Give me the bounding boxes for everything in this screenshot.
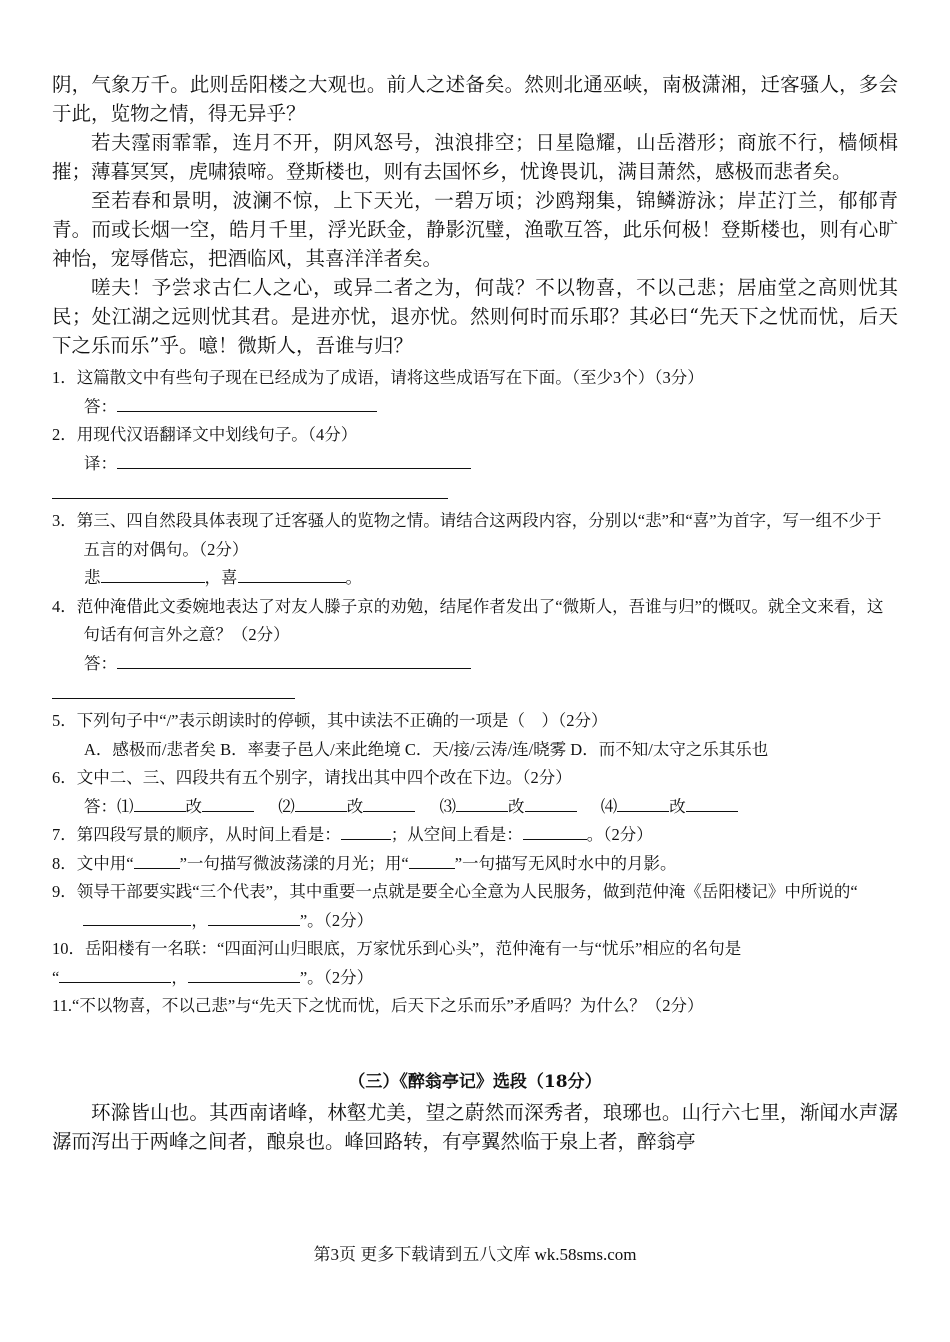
answer-label: 译： — [84, 453, 117, 473]
question-text: ， — [191, 910, 208, 930]
answer-line-4 — [52, 650, 898, 679]
comma: ， — [171, 967, 188, 987]
question-11: 11.“不以物喜，不以己悲”与“先天下之忧而忧，后天下之乐而乐”矛盾吗？为什么？（2分） — [52, 996, 704, 1015]
question-9 — [52, 878, 898, 935]
question-text: ；从空间上看是： — [390, 825, 523, 844]
answer-label: 答： — [84, 796, 117, 816]
question-5-options: A．感极而/悲者矣 B．率妻子邑人/来此绝境 C．天/接/云涛/连/晓雾 D．而不知/太守之乐其乐也 — [84, 739, 769, 759]
question-text: 8．文中用“ — [52, 853, 134, 873]
answer-blank[interactable] — [134, 850, 180, 869]
answer-blank[interactable] — [59, 964, 171, 983]
section-title: （三）《醉翁亭记》选段（18分） — [348, 1071, 602, 1092]
answer-blank[interactable] — [686, 793, 738, 812]
gai-label: 改 — [508, 796, 525, 816]
answer-blank[interactable] — [117, 650, 471, 669]
passage-paragraph: 环滁皆山也。其西南诸峰，林壑尤美，望之蔚然而深秀者，琅琊也。山行六七里，渐闻水声潺潺而泻出于两峰之间者，酿泉也。峰回路转，有亭翼然临于泉上者，醉翁亭 — [52, 1100, 898, 1153]
answer-blank[interactable] — [525, 793, 577, 812]
answer-line-3 — [52, 564, 898, 593]
gai-label: 改 — [185, 796, 202, 816]
item-number: ⑷ — [600, 796, 618, 816]
answer-line-2 — [52, 450, 898, 479]
passage-paragraph: 阴，气象万千。此则岳阳楼之大观也。前人之述备矣。然则北通巫峡，南极潇湘，迁客骚人，多会于此，览物之情，得无异乎？ — [52, 73, 898, 125]
question-text: ”一句描写微波荡漾的月光；用“ — [179, 853, 409, 873]
answer-line-1 — [52, 393, 898, 422]
question-2: 2．用现代汉语翻译文中划线句子。（4分） — [52, 425, 358, 444]
answer-blank[interactable] — [101, 564, 205, 583]
page-footer: 第3页 更多下载请到五八文库 wk.58sms.com — [313, 1245, 637, 1264]
answer-label: 答： — [84, 396, 117, 416]
answer-blank[interactable] — [456, 793, 508, 812]
question-text: 9．领导干部要实践“三个代表”，其中重要一点就是要全心全意为人民服务，做到范仲淹《岳阳楼记》中所说的“ — [52, 882, 858, 901]
answer-line-10 — [52, 964, 898, 993]
question-3: 3．第三、四自然段具体表现了迁客骚人的览物之情。请结合这两段内容，分别以“悲”和“喜”为首字，写一组不少于五言的对偶句。（2分） — [52, 511, 882, 559]
question-text: 7．第四段写景的顺序，从时间上看是： — [52, 825, 341, 844]
questions — [52, 364, 898, 1021]
xi-label: ，喜 — [204, 568, 238, 587]
answer-blank[interactable] — [363, 793, 415, 812]
question-7 — [52, 821, 898, 850]
passage-paragraph: 若夫霪雨霏霏，连月不开，阴风怒号，浊浪排空；日星隐耀，山岳潜形；商旅不行，樯倾楫摧；薄暮冥冥，虎啸猿啼。登斯楼也，则有去国怀乡，忧谗畏讥，满目萧然，感极而悲者矣。 — [52, 131, 898, 183]
item-number: ⑵ — [278, 796, 295, 816]
answer-line-6 — [52, 793, 898, 822]
item-number: ⑴ — [117, 796, 134, 816]
answer-blank-continued[interactable] — [52, 478, 448, 499]
answer-blank[interactable] — [134, 793, 186, 812]
question-5: 5．下列句子中“/”表示朗读时的停顿，其中读法不正确的一项是（ ）（2分） — [52, 711, 608, 730]
answer-blank[interactable] — [295, 793, 347, 812]
answer-blank[interactable] — [117, 450, 471, 469]
answer-blank[interactable] — [238, 564, 346, 583]
question-4: 4．范仲淹借此文委婉地表达了对友人滕子京的劝勉，结尾作者发出了“微斯人，吾谁与归”的慨叹。就全文来看，这句话有何言外之意？（2分） — [52, 596, 884, 644]
item-number: ⑶ — [439, 796, 456, 816]
bei-label: 悲 — [84, 568, 101, 587]
question-text: 。（2分） — [586, 825, 653, 844]
question-text: ”。（2分） — [299, 910, 374, 930]
answer-blank[interactable] — [188, 964, 300, 983]
question-6: 6．文中二、三、四段共有五个别字，请找出其中四个改在下边。（2分） — [52, 768, 572, 787]
question-text: ”一句描写无风时水中的月影。 — [454, 853, 677, 873]
question-1: 1．这篇散文中有些句子现在已经成为了成语，请将这些成语写在下面。（至少3个）（3分） — [52, 368, 704, 387]
answer-blank[interactable] — [208, 907, 300, 926]
passage-paragraph: 至若春和景明，波澜不惊，上下天光，一碧万顷；沙鸥翔集，锦鳞游泳；岸芷汀兰，郁郁青青。而或长烟一空，皓月千里，浮光跃金，静影沉璧，渔歌互答，此乐何极！登斯楼也，则有心旷神怡，宠辱偕忘，把酒临风，其喜洋洋者矣。 — [52, 189, 898, 270]
answer-blank[interactable] — [202, 793, 254, 812]
answer-blank[interactable] — [83, 907, 191, 926]
question-8 — [52, 850, 898, 879]
quote-open: “ — [52, 967, 60, 987]
quote-close: ”。（2分） — [299, 967, 374, 987]
answer-blank[interactable] — [117, 393, 377, 412]
answer-blank[interactable] — [409, 850, 455, 869]
answer-blank[interactable] — [617, 793, 669, 812]
answer-label: 答： — [84, 653, 117, 673]
gai-label: 改 — [346, 796, 364, 816]
question-10: 10．岳阳楼有一名联：“四面河山归眼底，万家忧乐到心头”，范仲淹有一与“忧乐”相应的名句是 — [52, 939, 742, 958]
punct: 。 — [345, 568, 362, 587]
answer-blank[interactable] — [341, 821, 391, 840]
page-content — [52, 70, 898, 1156]
answer-blank[interactable] — [523, 821, 587, 840]
passage-paragraph: 嗟夫！予尝求古仁人之心，或异二者之为，何哉？不以物喜，不以己悲；居庙堂之高则忧其民；处江湖之远则忧其君。是进亦忧，退亦忧。然则何时而乐耶？其必曰“先天下之忧而忧，后天下之乐而乐”乎。噫！微斯人，吾谁与归？ — [52, 276, 898, 357]
gai-label: 改 — [669, 796, 686, 816]
answer-blank-continued[interactable] — [52, 678, 295, 699]
